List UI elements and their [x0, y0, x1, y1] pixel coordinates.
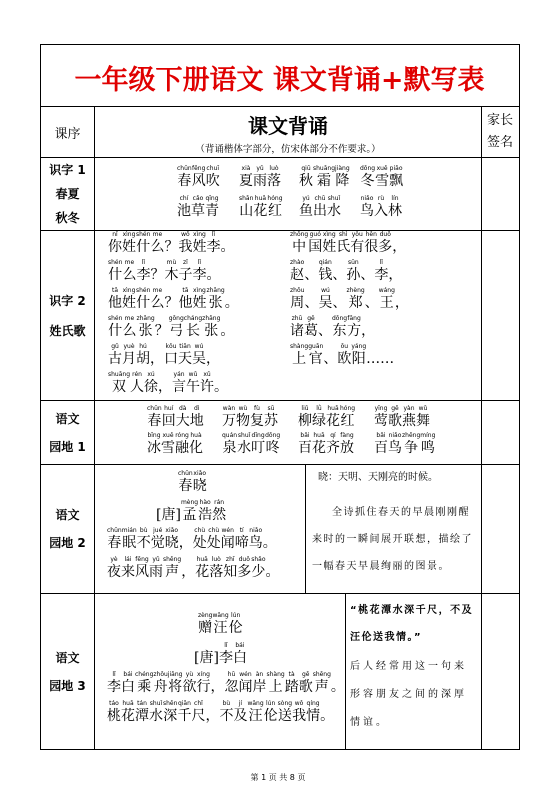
char-with-pinyin: ，: [178, 535, 193, 551]
poem1-note-summary: 全诗抓住春天的早晨刚刚醒来时的一瞬间展开联想，描绘了一幅春天早晨绚丽的图景。: [312, 507, 473, 572]
char-with-pinyin: dà 大: [175, 405, 190, 429]
char-with-pinyin: chuī 吹: [205, 165, 220, 189]
char-with-pinyin: mèng 孟: [180, 499, 199, 523]
char-with-pinyin: xìng 姓: [322, 231, 337, 255]
char-with-pinyin: wāng 汪: [247, 700, 264, 724]
char-with-pinyin: duō 多: [378, 231, 393, 255]
char-with-pinyin: cháng 长: [183, 315, 203, 339]
char-with-pinyin: chū 出: [313, 195, 327, 219]
char-with-pinyin: qīng 青: [205, 195, 219, 219]
char-with-pinyin: ，: [392, 239, 407, 255]
char-with-pinyin: fēng 风: [191, 165, 206, 189]
char-with-pinyin: zhōu 周: [290, 287, 305, 311]
char-with-pinyin: xià 夏: [239, 165, 253, 189]
char-with-pinyin: huà 化: [189, 432, 203, 456]
char-with-pinyin: xú 徐: [144, 371, 159, 395]
char-with-pinyin: qiān 千: [177, 700, 192, 724]
char-with-pinyin: me 么: [122, 315, 137, 339]
shizi1-phrase: [177, 196, 219, 218]
char-with-pinyin: lǐ 李: [192, 259, 207, 283]
shizi1-phrase: [299, 196, 341, 218]
char-with-pinyin: huí 回: [161, 405, 176, 429]
char-with-pinyin: xiǎo 晓: [192, 470, 207, 494]
char-with-pinyin: gē 歌: [298, 671, 313, 695]
shizi1-phrase: [360, 196, 402, 218]
char-with-pinyin: chūn 春: [178, 470, 193, 494]
char-with-pinyin: bǎi 百: [374, 432, 388, 456]
col-divider: [345, 593, 346, 749]
char-with-pinyin: wǒ 我: [292, 700, 307, 724]
poem1-line: [107, 528, 277, 550]
yuandi1-phrase: [298, 433, 354, 455]
char-with-pinyin: huā 花: [253, 195, 268, 219]
char-with-pinyin: wǔ 午: [186, 371, 201, 395]
char-with-pinyin: zhōu 舟: [153, 671, 168, 695]
char-with-pinyin: 、: [364, 295, 379, 311]
char-with-pinyin: ，: [388, 267, 403, 283]
yuandi1-phrase: [147, 433, 203, 455]
char-with-pinyin: shān 山: [239, 195, 254, 219]
char-with-pinyin: ？: [150, 267, 165, 283]
char-with-pinyin: me 么: [122, 259, 137, 283]
char-with-pinyin: fāng 方: [347, 315, 362, 339]
shizi1-phrase: [299, 166, 350, 188]
char-with-pinyin: fàng 放: [340, 432, 354, 456]
char-with-pinyin: zhōng 中: [290, 231, 309, 255]
char-with-pinyin: yáng 阳: [351, 343, 367, 367]
row-label-yuandi1: 语文 园地 1: [49, 411, 86, 454]
char-with-pinyin: tí 啼: [234, 527, 249, 551]
char-with-pinyin: luò 落: [209, 556, 224, 580]
row-divider: [40, 464, 519, 465]
char-with-pinyin: [唐]: [194, 650, 219, 666]
header-course: 课序: [54, 126, 81, 142]
char-with-pinyin: huā 花: [121, 700, 135, 724]
row-label-shizi2: 识字 2 姓氏歌: [49, 293, 86, 338]
char-with-pinyin: zhāng 张: [202, 315, 221, 339]
char-with-pinyin: 、: [332, 295, 347, 311]
char-with-pinyin: mù 木: [164, 259, 179, 283]
char-with-pinyin: wāng 汪: [212, 612, 229, 636]
char-with-pinyin: niǎo 鸟: [248, 527, 263, 551]
poem1-title: [178, 471, 207, 493]
char-with-pinyin: 。: [330, 679, 345, 695]
shizi1-phrase: [239, 166, 281, 188]
char-with-pinyin: zhèng 郑: [346, 287, 365, 311]
char-with-pinyin: xìng 姓: [122, 231, 136, 255]
yuandi1-phrase: [374, 433, 435, 455]
poem1-note-word: 晓：天明、天刚亮的时候。: [318, 472, 438, 483]
char-with-pinyin: mián 眠: [121, 527, 137, 551]
char-with-pinyin: 。: [214, 379, 229, 395]
char-with-pinyin: rán 然: [212, 499, 227, 523]
char-with-pinyin: guān 官: [308, 343, 324, 367]
char-with-pinyin: 、: [318, 323, 332, 339]
shizi2-line: [108, 232, 234, 254]
char-with-pinyin: wáng 王: [378, 287, 395, 311]
header-parent-sign: 家长签名: [487, 113, 514, 150]
yuandi1-phrase: [298, 406, 355, 428]
char-with-pinyin: yǔ 雨: [149, 556, 163, 580]
char-with-pinyin: zèng 赠: [198, 612, 213, 636]
char-with-pinyin: ，: [394, 295, 409, 311]
char-with-pinyin: bái 白: [121, 671, 135, 695]
char-with-pinyin: hóng 红: [267, 195, 283, 219]
char-with-pinyin: lǐ 李: [107, 671, 121, 695]
header-main-subtitle: （背诵楷体字部分，仿宋体部分不作要求。）: [195, 143, 381, 155]
yuandi1-phrase: [222, 406, 278, 428]
char-with-pinyin: 。: [320, 708, 335, 724]
char-with-pinyin: xìng 姓: [192, 287, 207, 311]
char-with-pinyin: shén 什: [108, 315, 123, 339]
char-with-pinyin: shuǐ 水: [149, 700, 163, 724]
char-with-pinyin: wén 闻: [238, 671, 253, 695]
poem2-title: [198, 613, 243, 635]
char-with-pinyin: shēng 声: [312, 671, 331, 695]
char-with-pinyin: qíng 情: [306, 700, 321, 724]
char-with-pinyin: niǎo 鸟: [388, 432, 402, 456]
char-with-pinyin: 、: [332, 267, 347, 283]
row-divider: [40, 157, 519, 158]
char-with-pinyin: 。: [262, 535, 277, 551]
char-with-pinyin: bù 不: [136, 527, 151, 551]
char-with-pinyin: wén 闻: [220, 527, 235, 551]
char-with-pinyin: shàng 上: [266, 671, 285, 695]
char-with-pinyin: shǎo 少: [251, 556, 266, 580]
char-with-pinyin: liǔ 柳: [298, 405, 312, 429]
char-with-pinyin: ，: [205, 708, 220, 724]
shizi1-phrase: [239, 196, 283, 218]
char-with-pinyin: tiān 天: [178, 343, 192, 367]
shizi2-line: [290, 316, 375, 338]
char-with-pinyin: 。: [220, 323, 235, 339]
yuandi1-phrase: [222, 433, 280, 455]
char-with-pinyin: shēng 声: [163, 556, 182, 580]
char-with-pinyin: zhī 知: [223, 556, 238, 580]
char-with-pinyin: dì 地: [189, 405, 204, 429]
char-with-pinyin: huā 花: [195, 556, 210, 580]
char-with-pinyin: xǔ 许: [200, 371, 215, 395]
char-with-pinyin: chí 池: [177, 195, 191, 219]
char-with-pinyin: yú 鱼: [299, 195, 313, 219]
char-with-pinyin: 。: [224, 295, 239, 311]
char-with-pinyin: zhāng 张: [136, 315, 155, 339]
shizi2-line: [290, 344, 394, 366]
char-with-pinyin: zhū 诸: [290, 315, 304, 339]
shizi2-line: [290, 260, 402, 282]
shizi2-line: [290, 232, 406, 254]
char-with-pinyin: ，: [150, 351, 164, 367]
shizi2-line: [108, 316, 234, 338]
char-with-pinyin: xìng 姓: [122, 287, 136, 311]
char-with-pinyin: yǔ 雨: [253, 165, 267, 189]
char-with-pinyin: zhēng 争: [402, 432, 421, 456]
char-with-pinyin: rù 入: [374, 195, 388, 219]
char-with-pinyin: ？: [164, 295, 179, 311]
char-with-pinyin: ？: [164, 239, 179, 255]
char-with-pinyin: jiàng 降: [335, 165, 350, 189]
char-with-pinyin: huā 花: [312, 432, 326, 456]
char-with-pinyin: ……: [366, 351, 395, 367]
col-divider: [481, 106, 482, 749]
char-with-pinyin: guó 国: [308, 231, 323, 255]
char-with-pinyin: róng 融: [175, 432, 189, 456]
shizi1-phrase: [360, 166, 403, 188]
char-with-pinyin: lǐ 李: [136, 259, 151, 283]
char-with-pinyin: nǐ 你: [108, 231, 122, 255]
char-with-pinyin: 。: [265, 564, 280, 580]
char-with-pinyin: xuě 雪: [161, 432, 175, 456]
char-with-pinyin: shén 什: [136, 231, 151, 255]
char-with-pinyin: tā 他: [178, 287, 193, 311]
char-with-pinyin: lún 伦: [228, 612, 243, 636]
char-with-pinyin: shēn 深: [163, 700, 178, 724]
char-with-pinyin: lǐ 李: [206, 231, 221, 255]
char-with-pinyin: táo 桃: [107, 700, 121, 724]
char-with-pinyin: hào 浩: [198, 499, 213, 523]
char-with-pinyin: tà 踏: [284, 671, 299, 695]
char-with-pinyin: shàng 上: [290, 343, 309, 367]
char-with-pinyin: 、: [360, 267, 375, 283]
char-with-pinyin: jué 觉: [150, 527, 165, 551]
char-with-pinyin: tán 潭: [135, 700, 149, 724]
char-with-pinyin: yù 欲: [182, 671, 197, 695]
char-with-pinyin: ，: [206, 351, 220, 367]
char-with-pinyin: sūn 孙: [346, 259, 361, 283]
char-with-pinyin: gē 歌: [388, 405, 402, 429]
char-with-pinyin: ，: [158, 379, 173, 395]
char-with-pinyin: huā 花: [326, 405, 340, 429]
char-with-pinyin: me 么: [150, 287, 165, 311]
char-with-pinyin: wǔ 舞: [416, 405, 430, 429]
char-with-pinyin: qián 钱: [318, 259, 333, 283]
poem2-author: [194, 643, 247, 665]
char-with-pinyin: lǐ 李: [218, 642, 233, 666]
shizi2-line: [290, 288, 409, 310]
char-with-pinyin: hú 胡: [136, 343, 150, 367]
char-with-pinyin: xiǎo 晓: [164, 527, 179, 551]
char-with-pinyin: lín 林: [388, 195, 402, 219]
char-with-pinyin: lǐ 李: [374, 259, 389, 283]
col-divider: [94, 106, 95, 749]
char-with-pinyin: tā 他: [108, 287, 122, 311]
row-label-yuandi2: 语文 园地 2: [49, 508, 86, 550]
header-main-title: 课文背诵: [248, 113, 328, 138]
char-with-pinyin: 、: [304, 295, 319, 311]
char-with-pinyin: luò 落: [267, 165, 281, 189]
char-with-pinyin: sòng 送: [277, 700, 293, 724]
shizi2-line: [108, 260, 220, 282]
char-with-pinyin: dōng 咚: [265, 432, 281, 456]
char-with-pinyin: 。: [206, 267, 221, 283]
poem2-line: [107, 672, 345, 694]
char-with-pinyin: ？: [154, 323, 169, 339]
char-with-pinyin: lún 伦: [263, 700, 278, 724]
char-with-pinyin: dīng 叮: [251, 432, 266, 456]
char-with-pinyin: shén 什: [108, 259, 123, 283]
char-with-pinyin: ，: [210, 679, 225, 695]
char-with-pinyin: fù 复: [250, 405, 264, 429]
row-label-yuandi3: 语文 园地 3: [49, 650, 86, 693]
char-with-pinyin: 、: [304, 267, 319, 283]
char-with-pinyin: yán 言: [172, 371, 187, 395]
char-with-pinyin: zhào 赵: [290, 259, 305, 283]
shizi2-line: [108, 288, 239, 310]
char-with-pinyin: shén 什: [136, 287, 151, 311]
poem1-line: [107, 557, 280, 579]
char-with-pinyin: chūn 春: [177, 165, 192, 189]
poem2-line: [107, 701, 334, 723]
page-footer: 第 1 页 共 8 页: [250, 773, 306, 782]
char-with-pinyin: qí 齐: [326, 432, 340, 456]
char-with-pinyin: chǐ 尺: [191, 700, 206, 724]
char-with-pinyin: [唐]: [156, 507, 181, 523]
char-with-pinyin: xìng 姓: [192, 231, 207, 255]
char-with-pinyin: chù 处: [192, 527, 207, 551]
header-main: [95, 107, 481, 157]
char-with-pinyin: lǜ 绿: [312, 405, 326, 429]
char-with-pinyin: dōng 冬: [360, 165, 376, 189]
char-with-pinyin: 、: [323, 351, 338, 367]
char-with-pinyin: chéng 乘: [135, 671, 154, 695]
char-with-pinyin: jiāng 将: [167, 671, 183, 695]
char-with-pinyin: yīng 莺: [374, 405, 388, 429]
char-with-pinyin: ōu 欧: [337, 343, 352, 367]
char-with-pinyin: dōng 东: [332, 315, 348, 339]
char-with-pinyin: shì 氏: [336, 231, 351, 255]
row-label-shizi1: 识字 1 春夏 秋冬: [49, 163, 86, 225]
char-with-pinyin: cǎo 草: [191, 195, 205, 219]
char-with-pinyin: zǐ 子: [178, 259, 193, 283]
char-with-pinyin: bù 不: [219, 700, 234, 724]
char-with-pinyin: yuè 月: [122, 343, 136, 367]
char-with-pinyin: hóng 红: [340, 405, 356, 429]
row-divider: [40, 593, 519, 594]
poem2-quote: “桃花潭水深千尺，不及汪伦送我情。”: [350, 605, 474, 643]
col-divider: [305, 464, 306, 593]
poem1-author: [156, 500, 226, 522]
poem2-note: 后人经常用这一句来形容朋友之间的深厚情谊。: [350, 661, 467, 728]
char-with-pinyin: wǒ 我: [178, 231, 193, 255]
char-with-pinyin: gōng 弓: [168, 315, 184, 339]
char-with-pinyin: chūn 春: [147, 405, 162, 429]
char-with-pinyin: 。: [220, 239, 235, 255]
char-with-pinyin: xíng 行: [196, 671, 211, 695]
char-with-pinyin: kǒu 口: [164, 343, 178, 367]
char-with-pinyin: shuāng 双: [108, 371, 131, 395]
char-with-pinyin: bīng 冰: [147, 432, 161, 456]
char-with-pinyin: wú 吴: [192, 343, 206, 367]
char-with-pinyin: qiū 秋: [299, 165, 313, 189]
char-with-pinyin: shuāng 霜: [313, 165, 336, 189]
char-with-pinyin: gǔ 古: [108, 343, 122, 367]
char-with-pinyin: shuǐ 水: [327, 195, 341, 219]
char-with-pinyin: ，: [181, 564, 196, 580]
char-with-pinyin: míng 鸣: [420, 432, 436, 456]
shizi1-phrase: [177, 166, 220, 188]
char-with-pinyin: hū 忽: [224, 671, 239, 695]
char-with-pinyin: wàn 万: [222, 405, 236, 429]
char-with-pinyin: bái 白: [232, 642, 247, 666]
char-with-pinyin: wú 吴: [318, 287, 333, 311]
yuandi1-phrase: [374, 406, 430, 428]
char-with-pinyin: yàn 燕: [402, 405, 416, 429]
char-with-pinyin: piāo 飘: [389, 165, 404, 189]
char-with-pinyin: zhāng 张: [206, 287, 225, 311]
char-with-pinyin: duō 多: [237, 556, 252, 580]
char-with-pinyin: wù 物: [236, 405, 250, 429]
char-with-pinyin: me 么: [150, 231, 165, 255]
shizi2-line: [108, 344, 220, 366]
char-with-pinyin: quán 泉: [222, 432, 238, 456]
row-divider: [40, 400, 519, 401]
char-with-pinyin: sū 苏: [264, 405, 278, 429]
shizi2-line: [108, 372, 228, 394]
char-with-pinyin: gě 葛: [304, 315, 318, 339]
char-with-pinyin: chūn 春: [107, 527, 122, 551]
page-title: 一年级下册语文 课文背诵+默写表: [74, 64, 485, 96]
char-with-pinyin: bǎi 百: [298, 432, 312, 456]
char-with-pinyin: yè 夜: [107, 556, 121, 580]
char-with-pinyin: chù 处: [206, 527, 221, 551]
char-with-pinyin: jí 及: [233, 700, 248, 724]
char-with-pinyin: ，: [361, 323, 376, 339]
char-with-pinyin: lái 来: [121, 556, 135, 580]
char-with-pinyin: àn 岸: [252, 671, 267, 695]
char-with-pinyin: rén 人: [130, 371, 145, 395]
char-with-pinyin: xuě 雪: [375, 165, 390, 189]
char-with-pinyin: yǒu 有: [350, 231, 365, 255]
char-with-pinyin: shuǐ 水: [237, 432, 252, 456]
char-with-pinyin: niǎo 鸟: [360, 195, 374, 219]
char-with-pinyin: hěn 很: [364, 231, 379, 255]
yuandi1-phrase: [147, 406, 204, 428]
char-with-pinyin: fēng 风: [135, 556, 149, 580]
